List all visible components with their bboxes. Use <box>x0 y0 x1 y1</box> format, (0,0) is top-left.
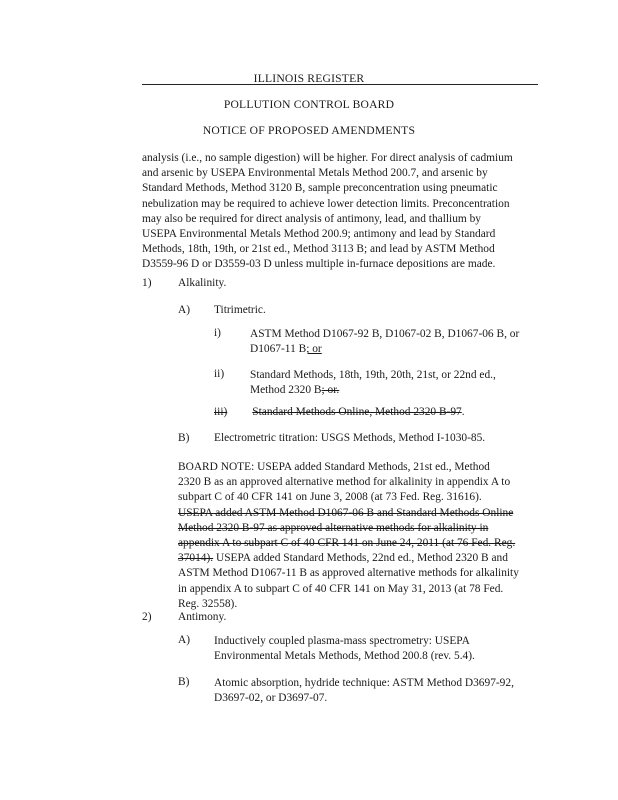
item-1a-iii-deleted <box>214 405 465 420</box>
board-note-line: in appendix A to subpart C of 40 CFR 141 on May 31, 2013 (at 78 Fed. <box>178 582 504 595</box>
item-1a-i-label: i) <box>214 327 221 339</box>
item-2-number: 2) <box>142 611 152 623</box>
board-title: POLLUTION CONTROL BOARD <box>223 98 395 111</box>
item-2b-text <box>214 676 514 706</box>
intro-line: Methods, 18th, 19th, or 21st ed., Method 3113 B; and lead by ASTM Method <box>142 243 495 256</box>
item-1a-ii-line2-deleted: ; or. <box>321 384 340 397</box>
item-1a-ii-line2 <box>250 383 496 398</box>
intro-line: USEPA Environmental Metals Method 200.9; antimony and lead by Standard <box>142 228 496 241</box>
item-1a-iii-tail: . <box>461 406 465 418</box>
item-1-title: Alkalinity. <box>178 277 227 289</box>
item-2b-label: B) <box>178 676 190 688</box>
item-1a-ii-text <box>250 368 496 398</box>
item-1a-label: A) <box>178 304 191 316</box>
item-2a-label: A) <box>178 634 191 646</box>
item-1a-i-line2-plain: D1067-11 B <box>250 343 307 356</box>
item-1a-title: Titrimetric. <box>214 304 266 316</box>
item-1a-ii-label: ii) <box>214 368 225 380</box>
board-note-line <box>178 536 519 551</box>
item-2b-line1: Atomic absorption, hydride technique: ASTM Method D3697-92, <box>214 677 514 689</box>
board-note-line: 2320 B as an approved alternative method for alkalinity in appendix A to <box>178 476 511 489</box>
item-1a-i-text <box>250 327 519 357</box>
intro-line: and arsenic by USEPA Environmental Metals Method 200.7, and arsenic by <box>142 167 488 180</box>
item-1-number: 1) <box>142 277 152 289</box>
board-note-line: subpart C of 40 CFR 141 on June 3, 2008 (at 73 Fed. Reg. 31616). <box>178 491 482 504</box>
intro-line: analysis (i.e., no sample digestion) will be higher. For direct analysis of cadmium <box>142 152 513 164</box>
intro-paragraph <box>142 151 513 273</box>
item-1a-i-line2 <box>250 342 519 357</box>
item-1a-i-line2-inserted: ; or <box>306 343 322 356</box>
board-note-inserted-text: USEPA added Standard Methods, 22nd ed., Method 2320 B and <box>213 552 508 565</box>
board-note-line: BOARD NOTE: USEPA added Standard Methods, 21st ed., Method <box>178 461 490 473</box>
register-title: ILLINOIS REGISTER <box>253 72 365 85</box>
item-2a-text <box>214 634 475 664</box>
intro-line: Standard Methods, Method 3120 B, sample preconcentration using pneumatic <box>142 182 498 195</box>
board-note-line: Reg. 32558). <box>178 597 238 610</box>
item-2-title: Antimony. <box>178 611 227 623</box>
intro-line: nebulization may be required to achieve lower detection limits. Preconcentration <box>142 197 510 210</box>
item-1a-iii-text: Standard Methods Online, Method 2320 B-97 <box>252 406 462 418</box>
board-note-line <box>178 506 519 521</box>
board-note-deleted-text: 37014). <box>178 552 214 565</box>
board-note-line <box>178 521 519 536</box>
item-1a-ii-line1: Standard Methods, 18th, 19th, 20th, 21st, or 22nd ed., <box>250 369 496 381</box>
board-note-deleted-text: USEPA added ASTM Method D1067-06 B and Standard Methods Online <box>178 506 514 519</box>
notice-title: NOTICE OF PROPOSED AMENDMENTS <box>202 124 416 137</box>
item-1a-iii-label: iii) <box>214 406 228 418</box>
item-2a-line1: Inductively coupled plasma-mass spectrometry: USEPA <box>214 635 470 647</box>
item-1b-label: B) <box>178 432 190 444</box>
board-note-deleted-text: appendix A to subpart C of 40 CFR 141 on June 24, 2011 (at 76 Fed. Reg. <box>178 537 516 550</box>
item-1a-ii-line2-plain: Method 2320 B <box>250 384 322 397</box>
item-2b-line2: D3697-02, or D3697-07. <box>214 692 328 705</box>
board-note-deleted-text: Method 2320 B-97 as approved alternative methods for alkalinity in <box>178 521 489 534</box>
item-2a-line2: Environmental Metals Methods, Method 200.8 (rev. 5.4). <box>214 650 475 663</box>
board-note-line: ASTM Method D1067-11 B as approved alternative methods for alkalinity <box>178 567 519 580</box>
item-1b-text: Electrometric titration: USGS Methods, Method I-1030-85. <box>214 432 486 444</box>
board-note-line <box>178 551 519 566</box>
board-note <box>178 460 519 612</box>
intro-line: may also be required for direct analysis of antimony, lead, and thallium by <box>142 212 481 225</box>
item-1a-i-line1: ASTM Method D1067-92 B, D1067-02 B, D1067-06 B, or <box>250 328 520 340</box>
intro-line: D3559-96 D or D3559-03 D unless multiple in-furnace depositions are made. <box>142 258 496 271</box>
